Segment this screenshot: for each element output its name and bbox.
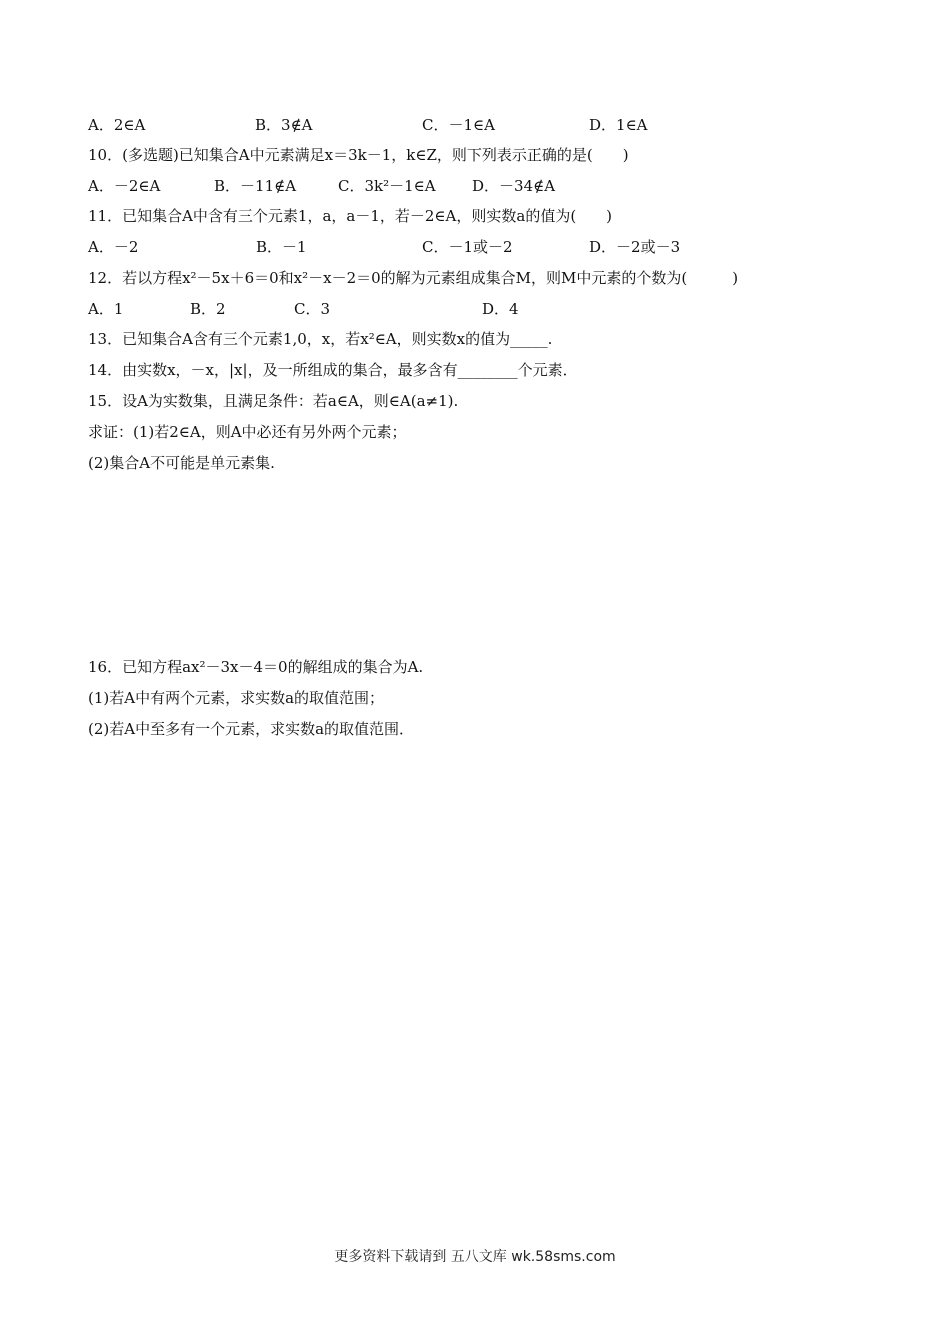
q10-option-a[interactable]: A．－2∈A [88,177,161,195]
q13-stem: 13．已知集合A含有三个元素1,0，x，若x²∈A，则实数x的值为_____. [88,330,553,348]
q11-option-a[interactable]: A．－2 [88,238,139,256]
footer-link[interactable]: 更多资料下载请到 五八文库 wk.58sms.com [334,1249,616,1265]
q9-option-a[interactable]: A．2∈A [88,116,146,134]
q10-stem: 10．(多选题)已知集合A中元素满足x＝3k－1，k∈Z，则下列表示正确的是( ) [88,146,629,164]
q12-option-d[interactable]: D．4 [482,300,519,318]
q12-option-c[interactable]: C．3 [294,300,331,318]
q12-option-a[interactable]: A．1 [88,300,124,318]
q16-part1: (1)若A中有两个元素，求实数a的取值范围； [88,689,385,707]
q16-part2: (2)若A中至多有一个元素，求实数a的取值范围． [88,720,415,738]
q9-option-c[interactable]: C．－1∈A [422,116,495,134]
q11-stem: 11．已知集合A中含有三个元素1，a，a－1，若－2∈A，则实数a的值为( ) [88,207,613,225]
q10-option-c[interactable]: C．3k²－1∈A [338,177,436,195]
q9-option-b[interactable]: B．3∉A [255,116,313,134]
q11-option-c[interactable]: C．－1或－2 [422,238,513,256]
q12-stem: 12．若以方程x²－5x＋6＝0和x²－x－2＝0的解为元素组成集合M，则M中元素的个数为( ) [88,269,739,287]
q11-option-b[interactable]: B．－1 [256,238,307,256]
q12-option-b[interactable]: B．2 [190,300,226,318]
q9-option-d[interactable]: D．1∈A [589,116,648,134]
q11-option-d[interactable]: D．－2或－3 [589,238,681,256]
q14-stem: 14．由实数x，－x，|x|，及一所组成的集合，最多含有________个元素． [88,361,578,379]
q10-option-d[interactable]: D．－34∉A [472,177,556,195]
q15-part1: 求证：(1)若2∈A，则A中必还有另外两个元素； [88,423,407,441]
q16-stem: 16．已知方程ax²－3x－4＝0的解组成的集合为A. [88,658,424,676]
q15-part2: (2)集合A不可能是单元素集. [88,454,275,472]
q10-option-b[interactable]: B．－11∉A [214,177,297,195]
q15-stem: 15．设A为实数集，且满足条件：若a∈A，则∈A(a≠1). [88,392,459,410]
